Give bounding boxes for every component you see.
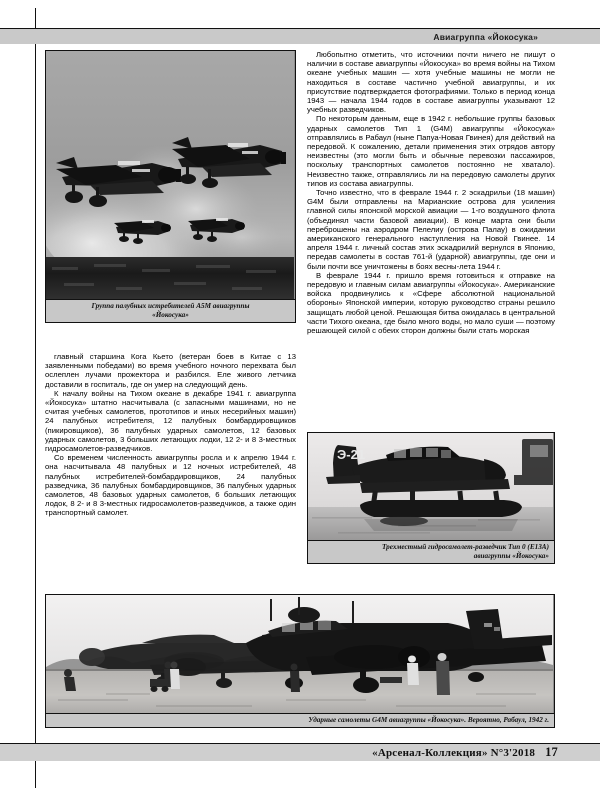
figure-bombers xyxy=(45,594,555,728)
seaplane-caption-line1: Трехместный гидросамолет-разведчик Тип 0 (E13A) xyxy=(381,543,549,551)
right-paragraph-2: По некоторым данным, еще в 1942 г. небольшие группы базовых ударных самолетов Тип 1 (G4M) авиагруппы «Йокосука» отправлялись в Рабаул (ныне Папуа-Новая Гвинея) для действий на передовой. К сожалению, детали применения этих отрядов автору неизвестны (это могли быть и обычные перевозки пассажиров, поскольку транспортных самолетов постоянно не хватало). Неизвестно также, отправлялись ли на передовую самолеты других типов из состава авиагруппы. xyxy=(307,114,555,188)
right-column-text xyxy=(307,50,555,335)
running-header-title: Авиагруппа «Йокосука» xyxy=(433,31,538,42)
fighters-photo xyxy=(46,51,295,299)
right-paragraph-4: В феврале 1944 г. пришло время готовиться к отправке на передовую и главным силам авиагруппы «Йокосука». Американские войска продвинулись к «Сфере абсолютной национальной обороны» Японской империи, которую руководство страны решило защищать любой ценой. Решающая битва ожидалась в центральной части Тихого океана, где было много воды, но мало суши — поэтому решающей силой с обеих сторон должны были стать морская xyxy=(307,270,555,336)
left-column-text xyxy=(45,352,296,518)
left-paragraph-2: К началу войны на Тихом океане в декабре 1941 г. авиагруппа «Йокосука» штатно насчитывала (с запасными машинами, но не считая учебных самолетов, прототипов и иных несерийных машин) 24 палубных истребителя, 12 палубных бомбардировщиков (пикировщиков), 36 палубных ударных самолетов, 12 базовых ударных самолетов, 3 больших летающих лодки, 12 2- и 8 3-местных гидросамолетов-разведчиков. xyxy=(45,388,296,454)
left-paragraph-1: главный старшина Кога Кьето (ветеран боев в Китае с 13 заявленными победами) во время учебного ночного перехвата был ослеплен лучами прожектора и разбился. Еле живого летчика доставили в госпиталь, где он умер на следующий день. xyxy=(45,352,296,389)
right-paragraph-1: Любопытно отметить, что источники почти ничего не пишут о наличии в составе авиагруппы «Йокосука» во время войны на Тихом океане учебных машин — хотя учебные машины не могли не находиться в составе частично учебной авиагруппы, и их присутствие подтверждается фотографиями. Только в период конца 1943 — начала 1944 годов в составе авиагруппы указывают 12 учебных разведчиков. xyxy=(307,50,555,115)
figure-fighters xyxy=(45,50,296,323)
seaplane-photo-artwork xyxy=(308,433,553,540)
figure-seaplane xyxy=(307,432,555,564)
fighters-caption-line2: «Йокосука» xyxy=(152,310,189,319)
left-paragraph-3: Со временем численность авиагруппы росла и к апрелю 1944 г. она насчитывала 48 палубных и 12 ночных истребителей, 48 палубных истребителей-бомбардировщиков, 24 палубных разведчика, 36 палубных бомбардировщиков, 36 палубных ударных самолетов, 48 базовых ударных самолетов, 6 больших летающих лодок, 8 2- и 8 3-местных гидросамолетов-разведчиков, а также один транспортный самолет. xyxy=(45,453,296,518)
bombers-photo xyxy=(46,595,554,713)
fighters-caption xyxy=(46,299,295,322)
seaplane-caption xyxy=(308,540,554,563)
page-footer xyxy=(0,744,600,761)
footer-content xyxy=(372,745,600,760)
bombers-photo-artwork xyxy=(46,595,553,713)
seaplane-caption-line2: авиагруппы «Йокосука» xyxy=(473,551,549,560)
running-header xyxy=(0,29,600,44)
fighters-photo-artwork xyxy=(46,51,294,299)
seaplane-photo xyxy=(308,433,554,540)
bombers-caption-line1: Ударные самолеты G4M авиагруппы «Йокосука». Вероятно, Рабаул, 1942 г. xyxy=(308,716,549,724)
bombers-caption xyxy=(46,713,554,727)
fighters-caption-line1: Группа палубных истребителей A5M авиагруппы xyxy=(91,302,250,310)
page-vertical-rule xyxy=(35,8,36,788)
footer-page-number: 17 xyxy=(545,745,558,759)
footer-magazine-title: «Арсенал-Коллекция» N°3'2018 xyxy=(372,747,536,759)
right-paragraph-3: Точно известно, что в феврале 1944 г. 2 эскадрильи (18 машин) G4M были отправлены на Марианские острова для усиления главной силы японской морской авиации — 1-го воздушного флота (объединял части базовой авиации). В конце марта они были переброшены на аэродром Пелелиу (острова Палау) в ожидании американского генерального наступления на Новой Гвинее. 14 апреля 1944 г. личный состав этих эскадрилий вернулся в Японию, передав самолеты в состав 761-й (ударной) авиагруппы, где они и были почти все уничтожены в боях весны-лета 1944 г. xyxy=(307,188,555,271)
seaplane-tail-code: Э-21 xyxy=(337,447,366,462)
